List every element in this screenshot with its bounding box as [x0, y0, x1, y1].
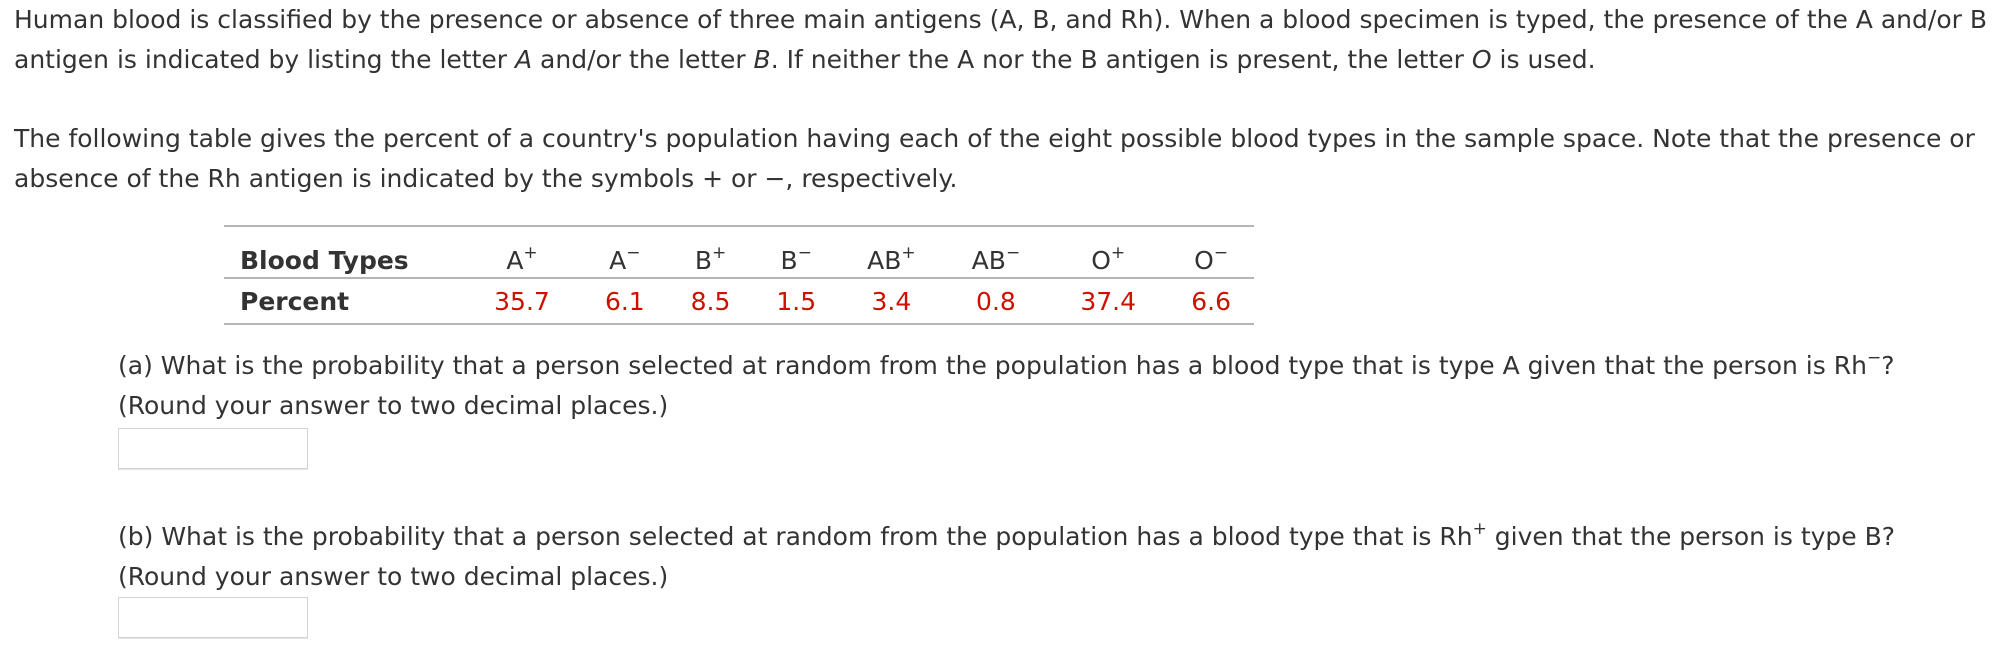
question-a-end: ? [1881, 351, 1895, 380]
letter-o: O [1471, 45, 1492, 74]
table-value-row [224, 278, 1254, 324]
intro-text-4: is used. [1491, 45, 1596, 74]
question-a-note: (Round your answer to two decimal places.) [118, 391, 669, 420]
percent-value: 6.1 [604, 286, 645, 316]
percent-value: 37.4 [1080, 286, 1137, 316]
letter-a: A [515, 45, 533, 74]
blood-type-header: O− [1168, 226, 1254, 278]
intro-text-1: Human blood is classified by the presence or absence of three main antigens (A, B, and Rh). When a blood specimen is typed, the presence of the A and/or B antigen is indicated by listing the letter [14, 5, 1987, 74]
answer-a-input[interactable] [118, 428, 308, 469]
question-b-text: (b) What is the probability that a person selected at random from the population has a blood type that is Rh [118, 522, 1473, 551]
percent-label: Percent [240, 286, 350, 316]
question-a-text: (a) What is the probability that a person selected at random from the population has a blood type that is type A given that the person is Rh [118, 351, 1867, 380]
percent-value: 3.4 [871, 286, 912, 316]
blood-type-header: O+ [1048, 226, 1168, 278]
blood-type-header: A− [582, 226, 668, 278]
blood-type-table [224, 225, 1254, 325]
header-label: Blood Types [224, 226, 462, 278]
blood-type-header: B+ [668, 226, 754, 278]
percent-value: 35.7 [494, 286, 550, 316]
rh-sign: − [1866, 347, 1882, 368]
intro-text-3: . If neither the A nor the B antigen is present, the letter [770, 45, 1472, 74]
percent-value: 0.8 [976, 286, 1016, 316]
question-b [118, 517, 1998, 597]
percent-value: 8.5 [690, 286, 731, 316]
rh-sign: + [1472, 518, 1487, 539]
blood-type-header: AB− [944, 226, 1049, 278]
question-b-note: (Round your answer to two decimal places.) [118, 562, 669, 591]
intro-paragraph-2: The following table gives the percent of a country's population having each of the eight possible blood types in the sample space. Note that the presence or absence of the Rh antigen is indicated by the symbols + or −, respectively. [14, 124, 1975, 193]
intro-paragraph-1 [14, 0, 1994, 80]
question-b-end: given that the person is type B? [1486, 522, 1896, 551]
answer-b-input[interactable] [118, 597, 308, 638]
percent-value: 6.6 [1191, 286, 1231, 316]
blood-type-header: AB+ [839, 226, 944, 278]
blood-type-header: B− [753, 226, 839, 278]
intro-text-2: and/or the letter [532, 45, 754, 74]
percent-value: 1.5 [776, 286, 817, 316]
letter-b: B [753, 45, 771, 74]
question-a [118, 346, 1998, 426]
table-header-row [224, 226, 1254, 278]
blood-type-header: A+ [462, 226, 582, 278]
